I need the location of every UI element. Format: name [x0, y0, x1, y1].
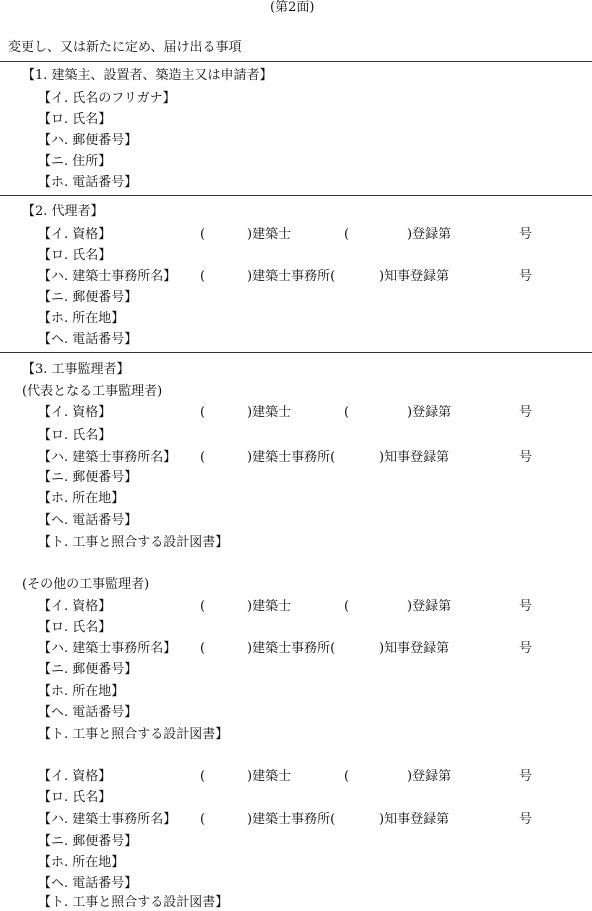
s3c-postal-code-label: 【ニ. 郵便番号】 — [38, 834, 138, 849]
s3b-qualification-label: 【イ. 資格】 — [38, 599, 112, 614]
s3c-office-label: )建築士事務所( — [247, 812, 336, 827]
s3c-qualification-label: 【イ. 資格】 — [38, 769, 112, 784]
s3c-design-docs-label: 【ト. 工事と照合する設計図書】 — [38, 895, 229, 910]
s3-representative-subheader: (代表となる工事監理者) — [22, 384, 163, 399]
s2-registration-number: )登録第 — [407, 227, 452, 242]
divider — [0, 61, 592, 62]
s3-other-subheader: (その他の工事監理者) — [22, 577, 150, 592]
s3c-qualification-paren: ( — [200, 769, 206, 784]
s3a-architect-class: )建築士 — [247, 405, 292, 420]
s3a-qualification-label: 【イ. 資格】 — [38, 405, 112, 420]
s3c-registration-paren: ( — [344, 769, 350, 784]
s1-name-label: 【ロ. 氏名】 — [38, 112, 112, 127]
s2-qualification-label: 【イ. 資格】 — [38, 227, 112, 242]
s2-registration-paren: ( — [344, 227, 350, 242]
s3a-postal-code-label: 【ニ. 郵便番号】 — [38, 470, 138, 485]
s3c-name-label: 【ロ. 氏名】 — [38, 790, 112, 805]
s3c-office-name-label: 【ハ. 建築士事務所名】 — [38, 812, 177, 827]
s3b-go-suffix: 号 — [519, 599, 533, 614]
s2-office-name-label: 【ハ. 建築士事務所名】 — [38, 269, 177, 284]
s3b-registration-paren: ( — [344, 599, 350, 614]
divider — [0, 352, 592, 353]
s3c-governor-registration: )知事登録第 — [379, 812, 450, 827]
s3c-phone-label: 【ヘ. 電話番号】 — [38, 876, 138, 891]
s3a-design-docs-label: 【ト. 工事と照合する設計図書】 — [38, 535, 229, 550]
section-3-header: 【3. 工事監理者】 — [22, 362, 130, 377]
page-label: (第2面) — [270, 0, 315, 15]
s3a-office-go-suffix: 号 — [519, 450, 533, 465]
s2-office-paren: ( — [200, 269, 206, 284]
s3a-governor-registration: )知事登録第 — [379, 450, 450, 465]
s3c-office-paren: ( — [200, 812, 206, 827]
s3a-qualification-paren: ( — [200, 405, 206, 420]
s2-office-go-suffix: 号 — [519, 269, 533, 284]
s3c-architect-class: )建築士 — [247, 769, 292, 784]
s3b-office-name-label: 【ハ. 建築士事務所名】 — [38, 641, 177, 656]
s3a-office-paren: ( — [200, 450, 206, 465]
s3c-registration-number: )登録第 — [407, 769, 452, 784]
s1-address-label: 【ニ. 住所】 — [38, 154, 112, 169]
s3c-office-go-suffix: 号 — [519, 812, 533, 827]
s2-postal-code-label: 【ニ. 郵便番号】 — [38, 290, 138, 305]
s3b-design-docs-label: 【ト. 工事と照合する設計図書】 — [38, 727, 229, 742]
s3b-qualification-paren: ( — [200, 599, 206, 614]
s3b-office-paren: ( — [200, 641, 206, 656]
s1-phone-label: 【ホ. 電話番号】 — [38, 175, 138, 190]
s3c-location-label: 【ホ. 所在地】 — [38, 855, 125, 870]
s2-location-label: 【ホ. 所在地】 — [38, 311, 125, 326]
s3c-go-suffix: 号 — [519, 769, 533, 784]
s2-qualification-paren: ( — [200, 227, 206, 242]
s3b-phone-label: 【ヘ. 電話番号】 — [38, 705, 138, 720]
section-2-header: 【2. 代理者】 — [22, 204, 104, 219]
s3a-registration-number: )登録第 — [407, 405, 452, 420]
document-title: 変更し、又は新たに定め、届け出る事項 — [8, 40, 242, 55]
s2-go-suffix: 号 — [519, 227, 533, 242]
s1-furigana-label: 【イ. 氏名のフリガナ】 — [38, 91, 176, 106]
s3a-phone-label: 【ヘ. 電話番号】 — [38, 513, 138, 528]
s3a-office-label: )建築士事務所( — [247, 450, 336, 465]
s3b-office-go-suffix: 号 — [519, 641, 533, 656]
s3b-architect-class: )建築士 — [247, 599, 292, 614]
s3b-postal-code-label: 【ニ. 郵便番号】 — [38, 662, 138, 677]
s3a-location-label: 【ホ. 所在地】 — [38, 491, 125, 506]
s3a-registration-paren: ( — [344, 405, 350, 420]
divider — [0, 195, 592, 196]
s3b-governor-registration: )知事登録第 — [379, 641, 450, 656]
s3b-name-label: 【ロ. 氏名】 — [38, 620, 112, 635]
s2-phone-label: 【ヘ. 電話番号】 — [38, 332, 138, 347]
s2-governor-registration: )知事登録第 — [379, 269, 450, 284]
s2-office-label: )建築士事務所( — [247, 269, 336, 284]
s3a-name-label: 【ロ. 氏名】 — [38, 428, 112, 443]
s2-name-label: 【ロ. 氏名】 — [38, 248, 112, 263]
s3b-office-label: )建築士事務所( — [247, 641, 336, 656]
s3a-go-suffix: 号 — [519, 405, 533, 420]
s3b-location-label: 【ホ. 所在地】 — [38, 684, 125, 699]
s2-architect-class: )建築士 — [247, 227, 292, 242]
section-1-header: 【1. 建築主、設置者、築造主又は申請者】 — [22, 68, 273, 83]
s3a-office-name-label: 【ハ. 建築士事務所名】 — [38, 450, 177, 465]
s1-postal-code-label: 【ハ. 郵便番号】 — [38, 133, 138, 148]
s3b-registration-number: )登録第 — [407, 599, 452, 614]
